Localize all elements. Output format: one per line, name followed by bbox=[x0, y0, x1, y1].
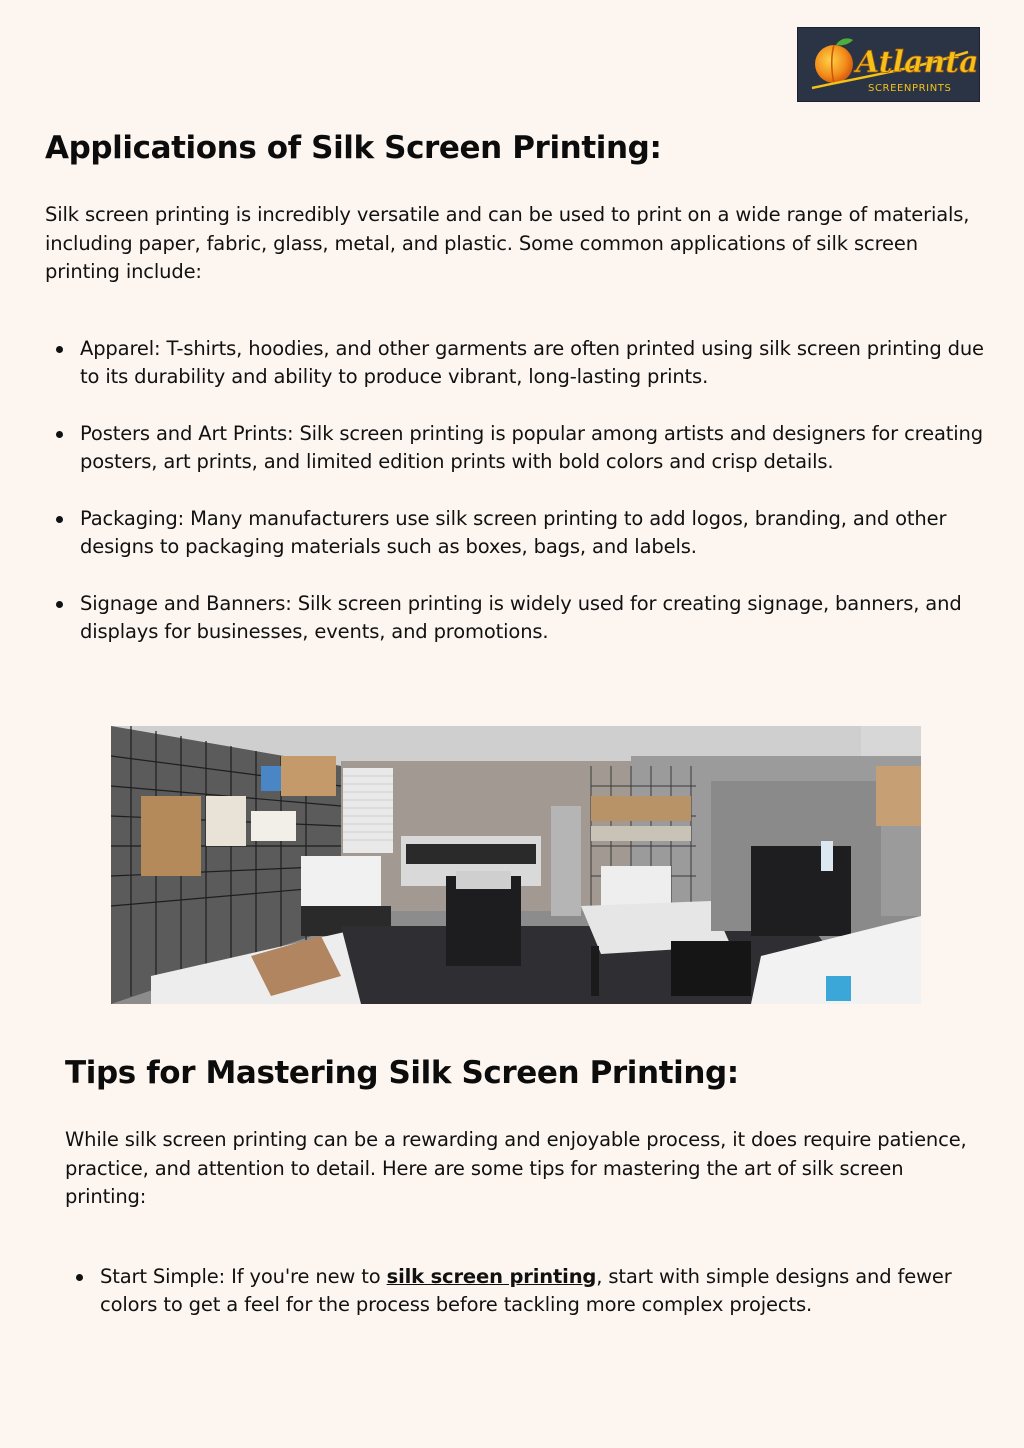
tips-heading: Tips for Mastering Silk Screen Printing: bbox=[65, 1055, 739, 1091]
silk-screen-printing-link[interactable]: silk screen printing bbox=[386, 1264, 597, 1288]
list-item: Apparel: T-shirts, hoodies, and other garments are often printed using silk screen printing due to its durability and ability to produce vibrant, long-lasting prints. bbox=[45, 335, 985, 392]
list-item bbox=[65, 1263, 985, 1320]
tips-intro: While silk screen printing can be a rewarding and enjoyable process, it does require patience, practice, and attention to detail. Here are some tips for mastering the art of silk screen printing: bbox=[65, 1128, 967, 1208]
list-item: Packaging: Many manufacturers use silk screen printing to add logos, branding, and other designs to packaging materials such as boxes, bags, and labels. bbox=[45, 505, 985, 562]
atlanta-screenprints-logo[interactable] bbox=[797, 27, 980, 102]
tip-text-before: Start Simple: If you're new to bbox=[100, 1264, 387, 1288]
applications-heading: Applications of Silk Screen Printing: bbox=[45, 130, 662, 166]
tips-list bbox=[65, 1263, 985, 1320]
applications-list bbox=[45, 335, 985, 647]
applications-section bbox=[45, 128, 985, 675]
list-item: Signage and Banners: Silk screen printing is widely used for creating signage, banners, and displays for businesses, events, and promotions. bbox=[45, 590, 985, 647]
print-shop-photo bbox=[111, 726, 921, 1004]
applications-intro: Silk screen printing is incredibly versatile and can be used to print on a wide range of materials, including paper, fabric, glass, metal, and plastic. Some common applications of silk screen printing include: bbox=[45, 203, 970, 283]
logo-wordmark: Atlanta bbox=[856, 45, 979, 80]
print-shop-image bbox=[111, 726, 921, 1004]
logo-subtitle: SCREENPRINTS bbox=[868, 83, 952, 94]
peach-logo-icon bbox=[798, 28, 980, 102]
tips-section bbox=[65, 1053, 985, 1348]
list-item: Posters and Art Prints: Silk screen printing is popular among artists and designers for creating posters, art prints, and limited edition prints with bold colors and crisp details. bbox=[45, 420, 985, 477]
tip-text-after: , start with simple designs and fewer colors to get a feel for the process before tackling more complex projects. bbox=[100, 1264, 952, 1316]
